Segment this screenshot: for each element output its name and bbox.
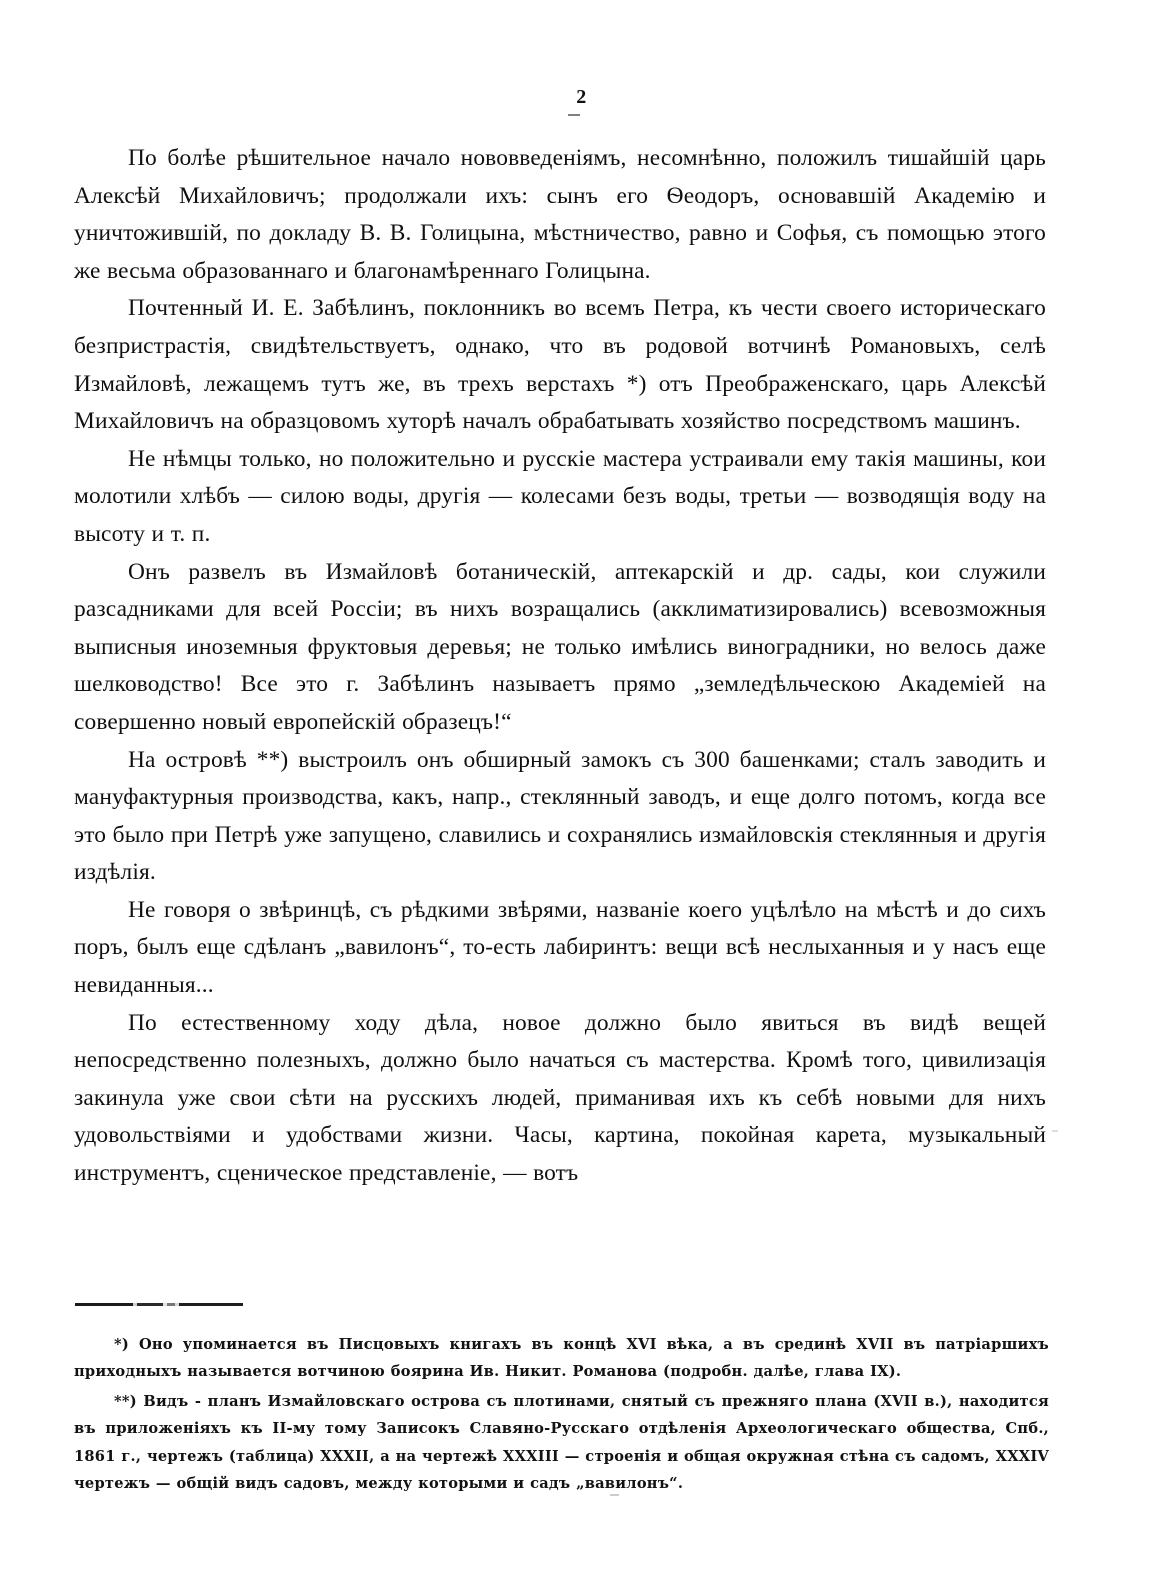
scan-speckle <box>1052 1130 1058 1132</box>
scan-speckle <box>610 1494 619 1496</box>
body-text-block <box>74 140 1046 1193</box>
footnote-item: **) Видъ - планъ Измайловскаго острова съ плотинами, снятый съ прежняго плана (XVII в.), находится въ приложеніяхъ къ II-му тому Записокъ Славяно-Русскаго отдѣленія Археологическаго общества, Спб., 1861 г., чертежъ (таблица) XXXII, а на чертежѣ XXXIII — строенія и общая окружная стѣна съ садомъ, XXXIV чертежъ — общій видъ садовъ, между которыми и садъ „вавилонъ“. <box>74 1392 1049 1493</box>
paragraph: Почтенный И. Е. Забѣлинъ, поклонникъ во всемъ Петра, къ чести своего историческаго безпристрастія, свидѣтельствуетъ, однако, что въ родовой вотчинѣ Романовыхъ, селѣ Измайловѣ, лежащемъ тутъ же, въ трехъ верстахъ *) отъ Преображенскаго, царь Алексѣй Михайловичъ на образцовомъ хуторѣ началъ обрабатывать хозяйство посредствомъ машинъ. <box>74 295 1046 435</box>
paragraph: Онъ развелъ въ Измайловѣ ботаническій, аптекарскій и др. сады, кои служили разсадниками для всей Россіи; въ нихъ возращались (акклиматизировались) всевозможныя выписныя иноземныя фруктовыя деревья; не только имѣлись виноградники, но велось даже шелководство! Все это г. Забѣлинъ называетъ прямо „земледѣльческою Академіей на совершенно новый европейскій образецъ!“ <box>74 558 1046 735</box>
paragraph: По болѣе рѣшительное начало нововведеніямъ, несомнѣнно, положилъ тишайшій царь Алексѣй Михайловичъ; продолжали ихъ: сынъ его Ѳеодоръ, основавшій Академію и уничтожившій, по докладу В. В. Голицына, мѣстничество, равно и Софья, съ помощью этого же весьма образованнаго и благонамѣреннаго Голицына. <box>74 145 1046 284</box>
footnote-item: *) Оно упоминается въ Писцовыхъ книгахъ въ концѣ XVI вѣка, а въ срединѣ XVII въ патріаршихъ приходныхъ называется вотчиною боярина Ив. Никит. Романова (подробн. далѣе, глава IX). <box>74 1336 1049 1381</box>
footnotes-block <box>74 1331 1049 1499</box>
paragraph: На островѣ **) выстроилъ онъ обширный замокъ съ 300 башенками; сталъ заводить и мануфактурныя производства, какъ, напр., стеклянный заводъ, и еще долго потомъ, когда все это было при Петрѣ уже запущено, славились и сохранялись измайловскія стеклянныя и другія издѣлія. <box>74 746 1046 886</box>
footnote-separator-rule <box>75 1303 243 1306</box>
paragraph: По естественному ходу дѣла, новое должно было явиться въ видѣ вещей непосредственно полезныхъ, должно было начаться съ мастерства. Кромѣ того, цивилизація закинула уже свои сѣти на русскихъ людей, приманивая ихъ къ себѣ новыми для нихъ удовольствіями и удобствами жизни. Часы, картина, покойная карета, музыкальный инструментъ, сценическое представленіе, — вотъ <box>74 1009 1046 1187</box>
paragraph: Не говоря о звѣринцѣ, съ рѣдкими звѣрями, названіе коего уцѣлѣло на мѣстѣ и до сихъ поръ, былъ еще сдѣланъ „вавилонъ“, то-есть лабиринтъ: вещи всѣ неслыханныя и у насъ еще невиданныя... <box>74 896 1046 999</box>
paragraph: Не нѣмцы только, но положительно и русскіе мастера устраивали ему такія машины, кои молотили хлѣбъ — силою воды, другія — колесами безъ воды, третьи — возводящія воду на высоту и т. п. <box>74 445 1046 547</box>
page-number: 2 <box>576 86 587 108</box>
scan-artifact-mark <box>568 114 580 116</box>
